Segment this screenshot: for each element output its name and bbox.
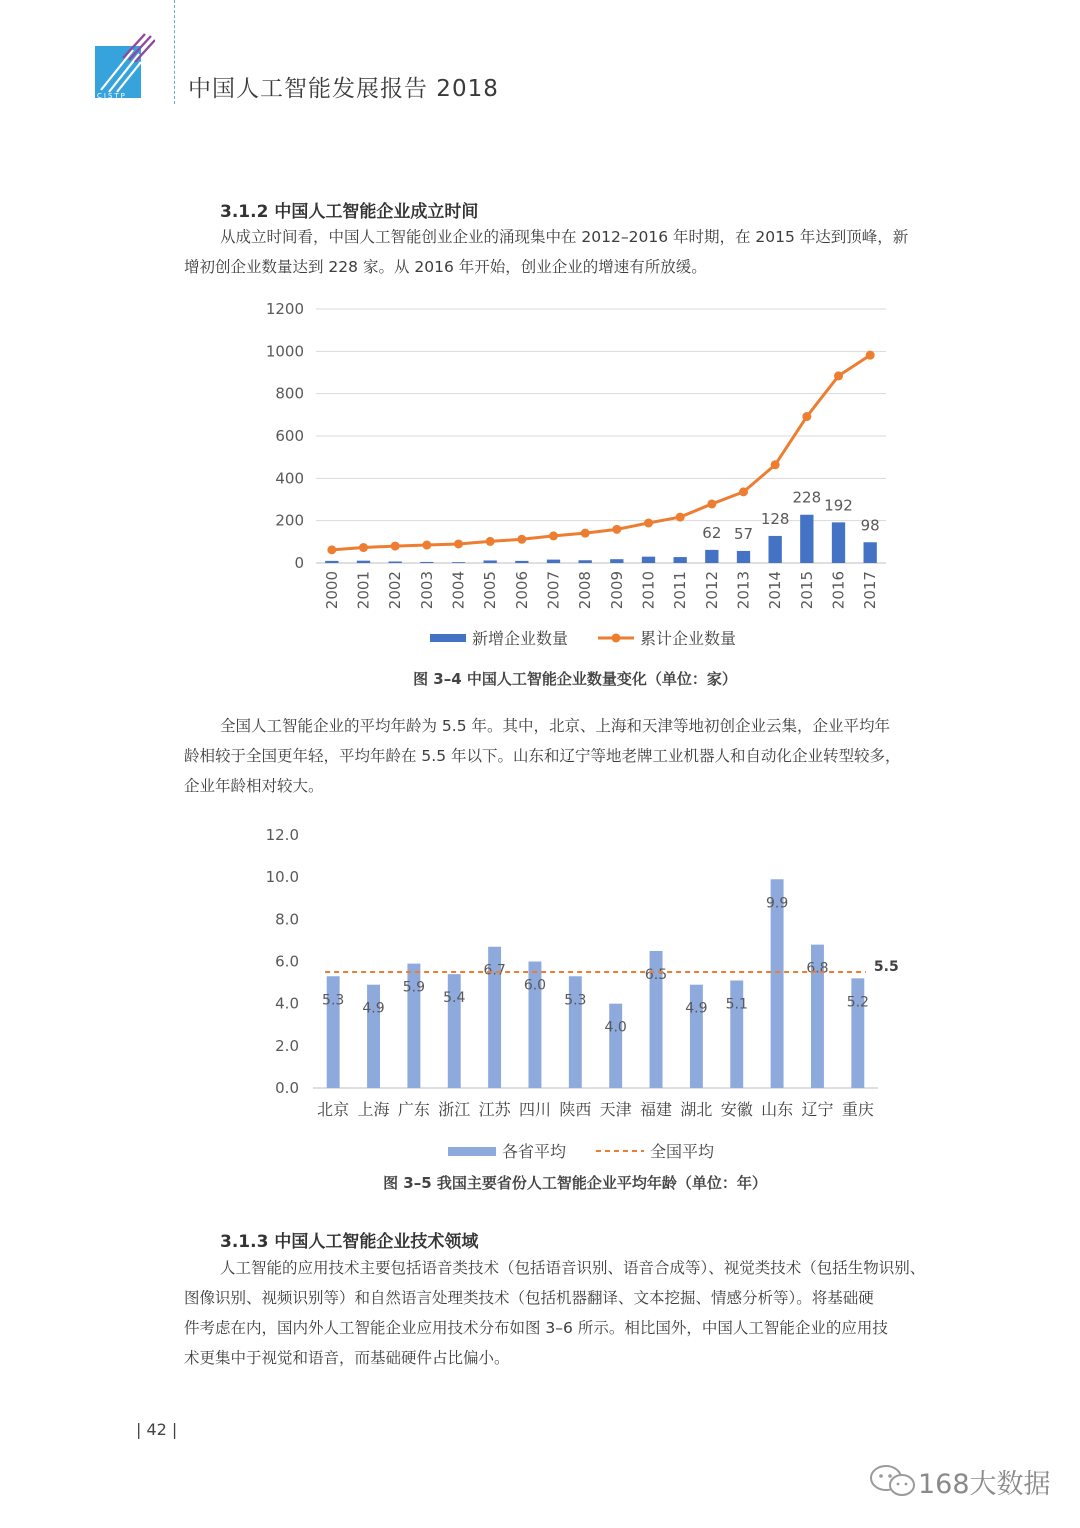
x-tick-label: 福建: [640, 1100, 673, 1119]
y-tick-label: 600: [275, 427, 304, 445]
x-tick-label: 北京: [317, 1100, 350, 1119]
y-tick-label: 0.0: [275, 1079, 299, 1097]
paragraph-tech-domain: [184, 1253, 974, 1373]
bar-data-label: 9.9: [765, 895, 789, 912]
x-tick-label: 2004: [449, 571, 468, 610]
y-tick-label: 4.0: [275, 994, 299, 1013]
legend-label-province: 各省平均: [502, 1142, 567, 1161]
y-tick-label: 200: [275, 511, 304, 530]
paragraph-line: 人工智能的应用技术主要包括语音类技术（包括语音识别、语音合成等）、视觉类技术（包括生物识别、: [220, 1259, 926, 1277]
x-tick-label: 2007: [544, 571, 563, 610]
x-tick-label: 广东: [397, 1100, 430, 1119]
bar-data-label: 5.2: [846, 994, 869, 1011]
y-tick-label: 12.0: [265, 826, 299, 844]
figure-caption-3-5: 图 3–5 我国主要省份人工智能企业平均年龄（单位：年）: [383, 1174, 767, 1192]
paragraph-line: 图像识别、视频识别等）和自然语言处理类技术（包括机器翻译、文本挖掘、情感分析等）。将基础硬: [184, 1289, 874, 1307]
x-tick-label: 2005: [481, 571, 500, 610]
x-tick-label: 辽宁: [801, 1100, 834, 1119]
x-tick-label: 重庆: [841, 1100, 874, 1119]
x-tick-label: 2001: [354, 571, 373, 610]
x-tick-label: 2010: [639, 571, 658, 610]
bar-data-label: 6.0: [523, 977, 547, 994]
x-tick-label: 2000: [322, 571, 341, 610]
legend-label-national: 全国平均: [650, 1142, 715, 1161]
bar-age-天津: [609, 1004, 622, 1088]
paragraph-line: 术更集中于视觉和语音，而基础硬件占比偏小。: [184, 1349, 510, 1367]
section-heading-313: 3.1.3 中国人工智能企业技术领域: [220, 1232, 479, 1252]
x-tick-label: 江苏: [478, 1100, 511, 1119]
bar-data-label: 192: [824, 496, 853, 515]
y-tick-label: 1000: [265, 342, 304, 361]
y-tick-label: 400: [275, 469, 304, 488]
y-tick-label: 1200: [265, 300, 304, 318]
x-tick-label: 天津: [599, 1100, 632, 1119]
x-tick-label: 陕西: [559, 1100, 592, 1119]
paragraph-line: 件考虑在内，国内外人工智能企业应用技术分布如图 3–6 所示。相比国外，中国人工智能企业的应用技: [184, 1319, 888, 1337]
x-tick-label: 2012: [702, 571, 721, 610]
national-average-label: 5.5: [873, 959, 899, 976]
x-tick-label: 2016: [829, 571, 848, 610]
page-number: | 42 |: [136, 1420, 178, 1439]
report-title: 中国人工智能发展报告 2018: [188, 76, 499, 102]
x-tick-label: 2006: [512, 571, 531, 610]
legend-label-cumulative: 累计企业数量: [640, 629, 737, 648]
bar-data-label: 57: [733, 524, 754, 543]
y-tick-label: 8.0: [275, 910, 299, 929]
x-tick-label: 四川: [518, 1100, 551, 1119]
bar-data-label: 5.1: [725, 996, 748, 1013]
bar-data-label: 98: [860, 516, 880, 535]
x-tick-label: 2017: [861, 571, 880, 610]
logo-text: CISTP: [97, 92, 127, 100]
paragraph-line: 龄相较于全国更年轻，平均年龄在 5.5 年以下。山东和辽宁等地老牌工业机器人和自动化企业转型较多，: [184, 747, 901, 765]
y-tick-label: 2.0: [275, 1036, 299, 1055]
y-tick-label: 800: [275, 384, 304, 403]
legend-label-new: 新增企业数量: [472, 629, 569, 648]
bar-data-label: 6.8: [806, 960, 829, 977]
bar-data-label: 62: [702, 523, 722, 542]
x-tick-label: 2013: [734, 571, 753, 610]
legend-swatch-province: [448, 1147, 496, 1156]
paragraph-line: 企业年龄相对较大。: [184, 777, 324, 795]
x-tick-label: 2003: [417, 571, 436, 610]
bar-data-label: 4.9: [685, 1000, 708, 1017]
bar-data-label: 6.5: [644, 966, 668, 983]
bar-data-label: 5.3: [564, 992, 587, 1009]
x-tick-label: 浙江: [438, 1100, 471, 1119]
bar-data-label: 6.7: [483, 962, 506, 979]
figure-caption-3-4: 图 3–4 中国人工智能企业数量变化（单位：家）: [413, 670, 737, 688]
x-tick-label: 2008: [576, 571, 595, 610]
y-tick-label: 6.0: [275, 952, 299, 971]
x-tick-label: 山东: [761, 1100, 794, 1119]
y-tick-label: 0: [294, 554, 304, 572]
x-tick-label: 安徽: [720, 1100, 753, 1119]
bar-data-label: 5.9: [402, 979, 426, 996]
section-heading-312: 3.1.2 中国人工智能企业成立时间: [220, 202, 479, 222]
x-tick-label: 2002: [386, 571, 405, 610]
bar-data-label: 128: [760, 509, 790, 528]
watermark-text: 168大数据: [918, 1469, 1051, 1500]
paragraph-line: 全国人工智能企业的平均年龄为 5.5 年。其中，北京、上海和天津等地初创企业云集，企业平均年: [220, 717, 891, 735]
bar-data-label: 228: [792, 488, 822, 507]
x-tick-label: 2009: [607, 571, 626, 610]
x-tick-label: 湖北: [680, 1100, 713, 1119]
bar-data-label: 4.0: [604, 1019, 627, 1036]
y-tick-label: 10.0: [265, 868, 299, 887]
bar-data-label: 5.3: [322, 992, 345, 1009]
x-tick-label: 2014: [766, 571, 785, 610]
paragraph-line: 从成立时间看，中国人工智能创业企业的涌现集中在 2012–2016 年时期，在 2015 年达到顶峰，新: [220, 228, 909, 246]
bar-data-label: 5.4: [443, 990, 466, 1007]
x-tick-label: 2011: [671, 571, 690, 610]
x-tick-label: 上海: [357, 1100, 390, 1119]
paragraph-line: 增初创企业数量达到 228 家。从 2016 年开始，创业企业的增速有所放缓。: [184, 258, 707, 276]
bar-data-label: 4.9: [362, 1000, 385, 1017]
x-tick-label: 2015: [797, 571, 816, 610]
